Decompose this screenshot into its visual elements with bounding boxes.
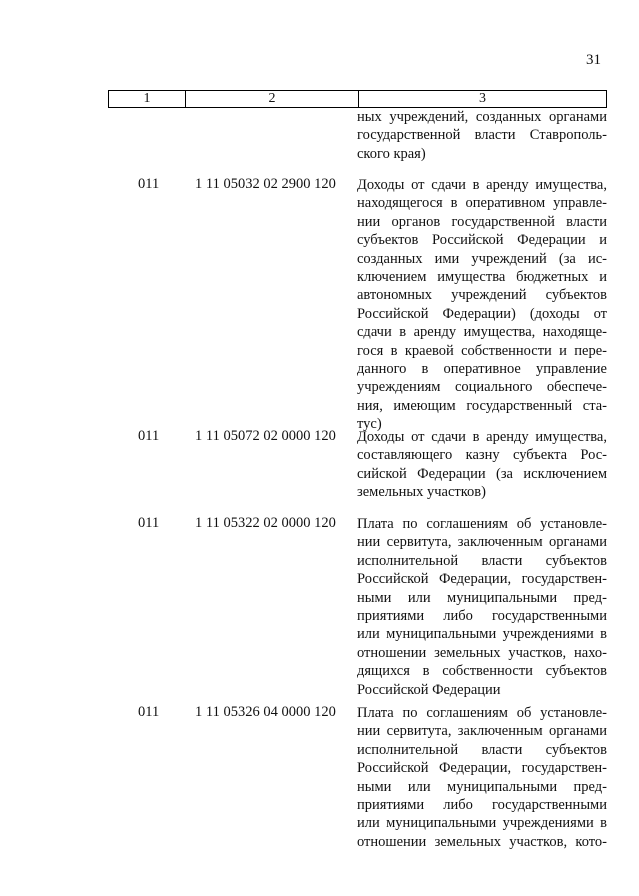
description-line: составляющего казну субъекта Рос- bbox=[357, 447, 607, 464]
description-line: ключением имущества бюджетных и bbox=[357, 268, 607, 285]
description-line: гося в краевой собственности и пере- bbox=[357, 342, 607, 359]
description-line: нии органов государственной власти bbox=[357, 213, 607, 230]
row-budget-code: 1 11 05072 02 0000 120 bbox=[195, 428, 336, 444]
header-col-3: 3 bbox=[479, 91, 486, 106]
description-line: исполнительной власти субъектов bbox=[357, 741, 607, 758]
description-line: приятиями либо государственными bbox=[357, 607, 607, 624]
description-line: ского края) bbox=[357, 145, 426, 162]
description-line: тус) bbox=[357, 416, 382, 433]
description-line: Доходы от сдачи в аренду имущества, bbox=[357, 429, 607, 445]
description-line: субъектов Российской Федерации и bbox=[357, 232, 607, 249]
row-budget-code: 1 11 05322 02 0000 120 bbox=[195, 515, 336, 531]
row-description bbox=[357, 176, 607, 433]
row-admin-code: 011 bbox=[138, 428, 160, 444]
row-description bbox=[357, 428, 607, 502]
row-admin-code: 011 bbox=[138, 515, 160, 531]
description-line: или муниципальными учреждениями в bbox=[357, 626, 607, 643]
table-header bbox=[108, 90, 607, 108]
description-line: находящегося в оперативном управле- bbox=[357, 195, 607, 212]
description-line: отношении земельных участков, нахо- bbox=[357, 644, 607, 661]
header-col-1: 1 bbox=[109, 91, 186, 107]
description-line: нии сервитута, заключенным органами bbox=[357, 534, 607, 551]
description-line: Российской Федерации, государствен- bbox=[357, 571, 607, 588]
row-description bbox=[357, 704, 607, 851]
row-admin-code: 011 bbox=[138, 704, 160, 720]
description-line: Плата по соглашениям об установле- bbox=[357, 516, 607, 532]
row-budget-code: 1 11 05326 04 0000 120 bbox=[195, 704, 336, 720]
description-line: приятиями либо государственными bbox=[357, 796, 607, 813]
description-line: ния, имеющим государственный ста- bbox=[357, 397, 607, 414]
description-line: созданных ими учреждений (за ис- bbox=[357, 250, 607, 267]
header-col-2: 2 bbox=[186, 91, 359, 107]
description-line: ных учреждений, созданных органами bbox=[357, 109, 607, 125]
row-description bbox=[357, 108, 607, 163]
description-line: Российской Федерации bbox=[357, 681, 501, 698]
description-line: Российской Федерации) (доходы от bbox=[357, 305, 607, 322]
description-line: данного в оперативное управление bbox=[357, 360, 607, 377]
description-line: Российской Федерации, государствен- bbox=[357, 760, 607, 777]
description-line: Доходы от сдачи в аренду имущества, bbox=[357, 177, 607, 193]
description-line: автономных учреждений субъектов bbox=[357, 287, 607, 304]
description-line: учреждениям социального обеспече- bbox=[357, 379, 607, 396]
description-line: сийской Федерации (за исключением bbox=[357, 465, 607, 482]
page-number: 31 bbox=[586, 52, 601, 68]
description-line: сдачи в аренду имущества, находяще- bbox=[357, 324, 607, 341]
description-line: отношении земельных участков, кото- bbox=[357, 833, 607, 850]
description-line: или муниципальными учреждениями в bbox=[357, 815, 607, 832]
description-line: ными или муниципальными пред- bbox=[357, 778, 607, 795]
description-line: государственной власти Ставрополь- bbox=[357, 127, 607, 144]
description-line: исполнительной власти субъектов bbox=[357, 552, 607, 569]
description-line: Плата по соглашениям об установле- bbox=[357, 705, 607, 721]
description-line: ными или муниципальными пред- bbox=[357, 589, 607, 606]
description-line: дящихся в собственности субъектов bbox=[357, 663, 607, 680]
row-description bbox=[357, 515, 607, 699]
description-line: нии сервитута, заключенным органами bbox=[357, 723, 607, 740]
row-admin-code: 011 bbox=[138, 176, 160, 192]
description-line: земельных участков) bbox=[357, 484, 486, 501]
row-budget-code: 1 11 05032 02 2900 120 bbox=[195, 176, 336, 192]
